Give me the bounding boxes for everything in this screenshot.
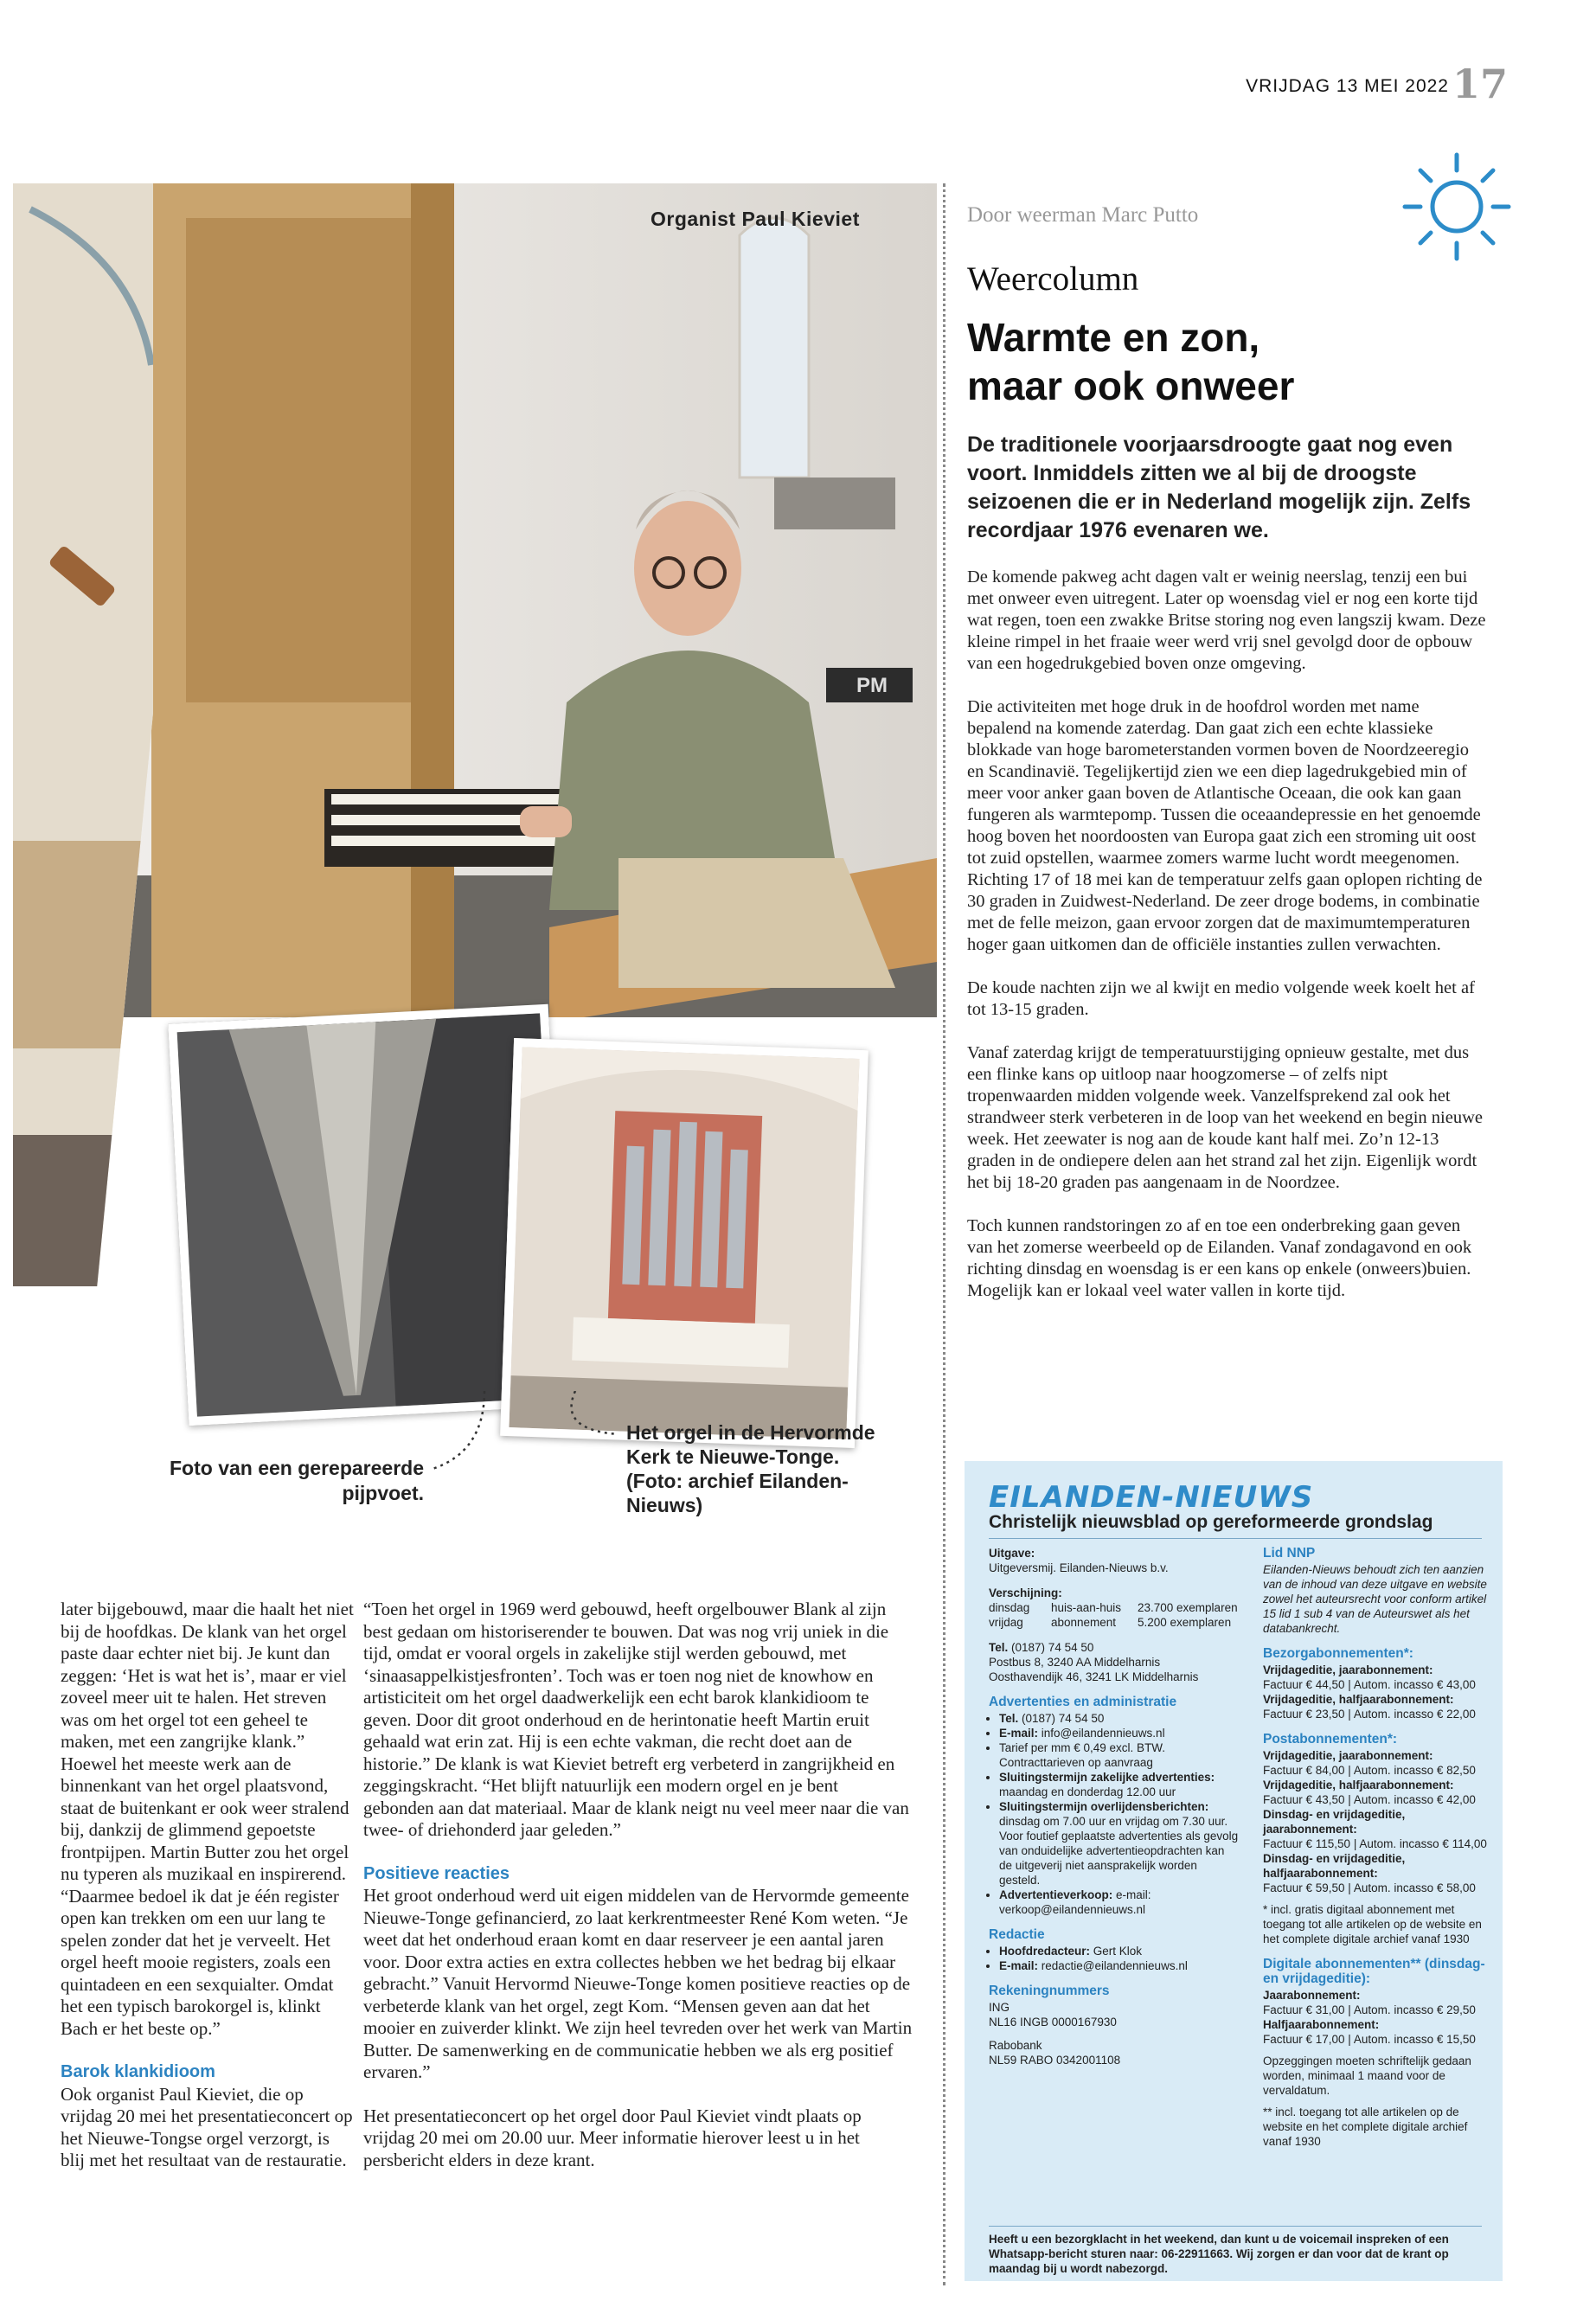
redactie-list [989,1944,1240,1973]
weather-paragraph: Die activiteiten met hoge druk in de hoofdrol worden met name bepalend na komende zaterdag. Dan gaat zich een echte klassieke blokkade van hoge barometerstanden vormen boven de Noordzeeregio en Scandinavië. Tegelijkertijd zien we een diep lagedrukgebied min of meer voor anker gaan boven de Atlantische Oceaan, die ook kan gaan fungeren als warmtepomp. Tussen die oceaandepressie en het genoemde hoog boven het noordoosten van Europa gaat zich een stroming uit oost tot zuid opstellen, waarmee zomers warme lucht wordt meegenomen. Richting 17 of 18 mei kan de temperatuur zelfs gaan oplopen richting de 30 graden in Zuidwest-Nederland. De zeer droge bodems, in combinatie met de felle meizon, gaan ervoor zorgen dat de maximumtemperaturen hoger gaan uitkomen dan de officiële instanties zullen verwachten. [967,697,1483,954]
rate-value: Factuur € 23,50 | Autom. incasso € 22,00 [1263,1708,1476,1721]
advertenties-heading: Advertenties en administratie [989,1695,1177,1709]
weather-body [967,567,1486,1324]
bank-account: NL16 INGB 0000167930 [989,2016,1117,2029]
nnp-heading: Lid NNP [1263,1546,1316,1561]
weather-paragraph: Toch kunnen randstoringen zo af en toe een onderbreking gaan geven van het zomerse weerbeeld op de Eilanden. Vanaf zondagavond en ook richting dinsdag en woensdag is er een kans op enkele (onweers)buien. Mogelijk kan er lokaal veel water vallen in korte tijd. [967,1216,1472,1300]
rate-label: Vrijdageditie, jaarabonnement: [1263,1663,1433,1676]
list-item: • Sluitingstermijn zakelijke advertenties: maandag en donderdag 12.00 uur [999,1770,1240,1799]
article-paragraph: later bijgebouwd, maar die haalt het niet bij de hoofdkas. De klank van het orgel paste daar echter niet bij. Je kunt dan zeggen: ‘Het is wat het is’, maar er viel zoveel meer uit te halen. Het streven was om het orgel tot een geheel te maken, met een zangrijke klank.” Hoewel het meeste werk aan de binnenkant van het orgel plaatsvond, staat de buitenkant er ook weer stralend bij, dankzij de glimmend gepoetste frontpijpen. Martin Butter zou het orgel nu typeren als muzikaal en inspirerend. “Daarmee bedoel ik dat je één register open kan trekken om een uur lang te spelen zonder dat het je verveelt. Het orgel heeft mooie registers, zoals een quintadeen en een sexquialter. Omdat het een typisch barokorgel is, klinkt Bach er het beste op.” [61,1599,354,2039]
weather-paragraph: Vanaf zaterdag krijgt de temperatuurstijging opnieuw gestalte, met dus een flinke kans op uitloop naar hoogzomerse – of zelfs nipt tropenwaarden midden volgende week. Vanzelfsprekend zal ook het strandweer sterk verbeteren in de loop van het weekend en begin nieuwe week. Het zeewater is nog aan de koude kant half mei. Zo’n 12-13 graden in de ondiepere delen aan het strand zal het zijn. Eigenlijk wordt het bij 18-20 graden pas aangenaam in de Noordzee. [967,1043,1483,1192]
rekening-heading: Rekeningnummers [989,1984,1110,1998]
list-item: • E-mail: redactie@eilandennieuws.nl [999,1958,1240,1973]
digital-note: ** incl. toegang tot alle artikelen op de website en het complete digitale archief vanaf 1930 [1263,2106,1468,2148]
divider [989,1538,1482,1539]
sun-icon [1401,151,1512,262]
list-item: • Sluitingstermijn overlijdensberichten: dinsdag om 7.00 uur en vrijdag om 7.30 uur. Voor foutief geplaatste advertenties als gevolg van onduidelijke advertentieopdrachten kan de uitgeverij niet aansprakelijk worden gesteld. [999,1799,1240,1888]
rate-value: Factuur € 59,50 | Autom. incasso € 58,00 [1263,1881,1476,1894]
rate-label: Jaarabonnement: [1263,1989,1361,2002]
pipe-foot-caption: Foto van een gerepareerde pijpvoet. [170,1457,424,1504]
weather-headline-line2: maar ook onweer [967,363,1295,408]
v-count: 23.700 exemplaren [1138,1601,1238,1614]
article-paragraph: Het presentatieconcert op het orgel door Paul Kieviet vindt plaats op vrijdag 20 mei om 20.00 uur. Meer informatie hierover leest u in het persbericht elders in deze krant. [363,2105,862,2170]
rate-label: Halfjaarabonnement: [1263,2018,1380,2031]
colophon-left [989,1546,1240,2067]
list-item: • Tarief per mm € 0,49 excl. BTW. Contracttarieven op aanvraag [999,1740,1240,1770]
church-organ-caption: Het orgel in de Hervormde Kerk te Nieuwe-Tonge. (Foto: archief Eilanden-Nieuws) [626,1421,875,1516]
rate-label: Dinsdag- en vrijdageditie, halfjaarabonnement: [1263,1852,1406,1880]
v-day: vrijdag [989,1616,1023,1629]
list-item: • Tel. (0187) 74 54 50 [999,1711,1240,1726]
organist-caption: Organist Paul Kieviet [651,208,860,230]
article-paragraph: Het groot onderhoud werd uit eigen middelen van de Hervormde gemeente Nieuwe-Tonge gefinancierd, zo laat kerkrentmeester René Kom weten. “Je weet dat het onderhoud eraan komt en daar reserveer je een aantal jaren voor. Door extra acties en extra collectes hebben we het bedrag bij elkaar gebracht.” Vanuit Hervormd Nieuwe-Tonge komen positieve reacties op de verbeterde klank van het orgel, zegt Kom. “Mensen geven aan dat het mooier en zuiverder klinkt. We zijn heel tevreden over het werk van Martin Butter. De samenwerking en de communicatie hebben we als erg positief ervaren.” [363,1885,913,2082]
article-column-2 [363,1599,913,2171]
rate-label: Vrijdageditie, halfjaarabonnement: [1263,1779,1454,1791]
church-organ-photo [500,1038,869,1448]
tel-value: (0187) 74 54 50 [1011,1641,1094,1654]
weather-kicker: Weercolumn [967,260,1139,298]
bank-account: NL59 RABO 0342001108 [989,2054,1121,2067]
article-paragraph: “Toen het orgel in 1969 werd gebouwd, heeft orgelbouwer Blank al zijn best gedaan om historiserender te bouwen. Dat was nog vrij uniek in die tijd, omdat er vooral orgels in zakelijke stijl werden gebouwd, met ‘sinaasappelkistjesfronten’. Toch was er toen nog niet de knowhow en artisticiteit om het orgel daadwerkelijk een echt barok klankidioom te geven. Door dit groot onderhoud en de herintonatie heeft Martin eruit gehaald wat erin zat. Hij is een echte vakman, die recht doet aan de historie.” De klank is wat Kieviet betreft erg verbeterd in zangrijkheid en zeggingskracht. “Het blijft natuurlijk een modern orgel en je bent gebonden aan dat materiaal. Maar de klank neigt nu veel meer naar die van twee- of driehonderd jaar geleden.” [363,1599,909,1840]
v-type: abonnement [1051,1616,1117,1629]
weather-byline: Door weerman Marc Putto [967,203,1199,227]
nnp-text: Eilanden-Nieuws behoudt zich ten aanzien van de inhoud van deze uitgave en website zowel het auteursrecht voor conform artikel 15 lid 1 sub 4 van de Auteurswet als het databankrecht. [1263,1563,1487,1635]
colophon-footer: Heeft u een bezorgklacht in het weekend, dan kunt u de voicemail inspreken of een Whatsapp-bericht sturen naar: 06-22911663. Wij zorgen er dan voor dat de krant op maandag bij u wordt nabezorgd. [989,2226,1482,2276]
uitgave-heading: Uitgave: [989,1547,1035,1560]
uitgave-text: Uitgeversmij. Eilanden-Nieuws b.v. [989,1561,1169,1574]
column-divider [943,183,945,2285]
list-item: • E-mail: info@eilandennieuws.nl [999,1726,1240,1740]
redactie-heading: Redactie [989,1927,1045,1942]
page-number: 17 [1452,61,1508,107]
post-heading: Postabonnementen*: [1263,1732,1398,1747]
subhead-positieve-reacties: Positieve reacties [363,1863,510,1883]
list-item: • Advertentieverkoop: e-mail: verkoop@eilandennieuws.nl [999,1888,1240,1917]
rate-value: Factuur € 115,50 | Autom. incasso € 114,00 [1263,1837,1487,1850]
post-note: * incl. gratis digitaal abonnement met toegang tot alle artikelen op de website en het complete digitale archief vanaf 1930 [1263,1903,1482,1945]
newspaper-subtitle: Christelijk nieuwsblad op gereformeerde grondslag [989,1512,1433,1532]
rate-label: Vrijdageditie, jaarabonnement: [1263,1749,1433,1762]
rate-label: Vrijdageditie, halfjaarabonnement: [1263,1693,1454,1706]
address-line: Postbus 8, 3240 AA Middelharnis [989,1656,1161,1669]
rate-label: Dinsdag- en vrijdageditie, jaarabonnement: [1263,1808,1406,1836]
digital-heading: Digitale abonnementen** (dinsdag- en vrijdageditie): [1263,1957,1485,1986]
colophon-box [965,1461,1503,2281]
colophon-right [1263,1546,1488,2149]
list-item: • Hoofdredacteur: Gert Klok [999,1944,1240,1958]
rate-value: Factuur € 17,00 | Autom. incasso € 15,50 [1263,2033,1476,2046]
v-type: huis-aan-huis [1051,1601,1122,1614]
bezorg-heading: Bezorgabonnementen*: [1263,1646,1413,1661]
weather-paragraph: De koude nachten zijn we al kwijt en medio volgende week koelt het af tot 13-15 graden. [967,978,1475,1019]
weather-lead: De traditionele voorjaarsdroogte gaat nog even voort. Inmiddels zitten we al bij de droogste seizoenen die er in Nederland mogelijk zijn. Zelfs recordjaar 1976 evenaren we. [967,433,1471,542]
verschijning-row [989,1615,1240,1630]
rate-value: Factuur € 43,50 | Autom. incasso € 42,00 [1263,1793,1476,1806]
article-paragraph: Ook organist Paul Kieviet, die op vrijdag 20 mei het presentatieconcert op het Nieuwe-Tongse orgel verzorgt, is blij met het resultaat van de restauratie. [61,2083,353,2170]
tel-label: Tel. [989,1641,1009,1654]
weather-headline-line1: Warmte en zon, [967,315,1260,360]
organ-label: PM [856,674,888,697]
tools-photo [13,183,153,1286]
rate-value: Factuur € 84,00 | Autom. incasso € 82,50 [1263,1764,1476,1777]
weather-paragraph: De komende pakweg acht dagen valt er weinig neerslag, tenzij een bui met onweer even uitregent. Later op woensdag viel er nog een korte tijd wat regen, toen een zwakke Britse storing nog even langszij kwam. Deze kleine rimpel in het fraaie weer werd vrij snel gevolgd door de opbouw van een hogedrukgebied boven onze omgeving. [967,567,1486,673]
article-column-1 [61,1599,355,2172]
advertenties-list [989,1711,1240,1917]
bank-name: ING [989,2001,1010,2014]
newspaper-logo: EILANDEN-NIEUWS [989,1480,1314,1515]
weather-headline [967,313,1400,410]
rate-value: Factuur € 44,50 | Autom. incasso € 43,00 [1263,1678,1476,1691]
subhead-barok: Barok klankidioom [61,2062,215,2081]
tools-photo-illustration [13,183,153,1286]
address-line: Oosthavendijk 46, 3241 LK Middelharnis [989,1670,1199,1683]
bank-name: Rabobank [989,2039,1042,2052]
issue-date: VRIJDAG 13 MEI 2022 [1246,76,1449,96]
telephone [989,1640,1240,1655]
verschijning-heading: Verschijning: [989,1586,1062,1599]
v-count: 5.200 exemplaren [1138,1616,1232,1629]
verschijning-row [989,1600,1240,1615]
digital-note: Opzeggingen moeten schriftelijk gedaan worden, minimaal 1 maand voor de vervaldatum. [1263,2054,1471,2097]
caption-connector-lines [424,1391,614,1477]
church-organ-illustration [509,1047,859,1439]
v-day: dinsdag [989,1601,1030,1614]
rate-value: Factuur € 31,00 | Autom. incasso € 29,50 [1263,2003,1476,2016]
